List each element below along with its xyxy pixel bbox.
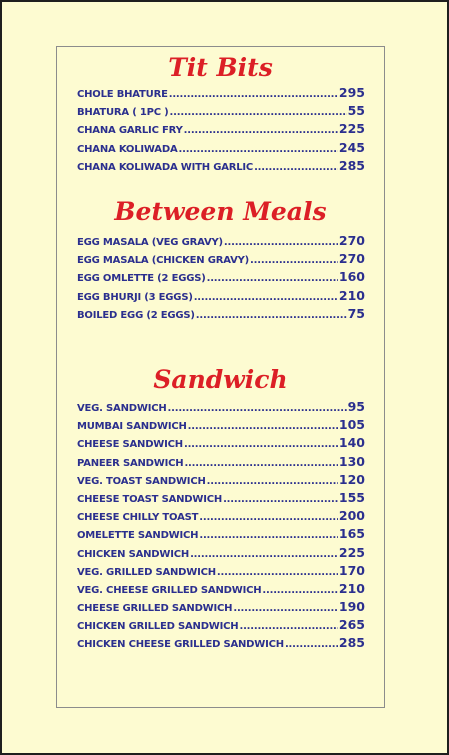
menu-item-name: CHEESE SANDWICH [77, 439, 183, 451]
menu-item-price: 245 [338, 139, 365, 155]
menu-item [77, 399, 365, 417]
menu-item-name: OMELETTE SANDWICH [77, 530, 199, 542]
menu-item [77, 545, 365, 563]
menu-item-name: CHANA KOLIWADA WITH GARLIC [77, 161, 254, 173]
menu-item [77, 140, 365, 158]
menu-item [77, 599, 365, 617]
menu-item-name: EGG MASALA (CHICKEN GRAVY) [77, 255, 250, 267]
section-title-between-meals: Between Meals [114, 197, 327, 226]
dot-leader [199, 512, 338, 523]
menu-item-price: 225 [338, 544, 365, 560]
dot-leader [223, 494, 338, 505]
menu-item-name: CHEESE TOAST SANDWICH [77, 493, 223, 505]
dot-leader [184, 439, 338, 450]
menu-item-name: CHICKEN GRILLED SANDWICH [77, 621, 239, 633]
menu-item-price: 155 [338, 489, 365, 505]
menu-item [77, 103, 365, 121]
menu-item-price: 225 [338, 121, 365, 137]
menu-item [77, 508, 365, 526]
menu-item-price: 55 [347, 103, 365, 119]
menu-item [77, 417, 365, 435]
dot-leader [188, 421, 338, 432]
menu-item-price: 210 [338, 287, 365, 303]
menu-item-name: CHEESE GRILLED SANDWICH [77, 603, 233, 615]
dot-leader [184, 458, 337, 469]
menu-item-name: MUMBAI SANDWICH [77, 421, 187, 433]
menu-item-price: 270 [338, 251, 365, 267]
menu-item-price: 170 [338, 562, 365, 578]
dot-leader [179, 144, 338, 155]
menu-item-price: 285 [338, 635, 365, 651]
menu-item-name: CHANA KOLIWADA [77, 143, 178, 155]
dot-leader [194, 292, 338, 303]
menu-item-name: VEG. CHEESE GRILLED SANDWICH [77, 584, 262, 596]
section-list-between-meals [77, 233, 365, 324]
menu-item-name: EGG OMLETTE (2 EGGS) [77, 273, 206, 285]
menu-item-name: BOILED EGG (2 EGGS) [77, 309, 195, 321]
dot-leader [233, 603, 338, 614]
menu-item-price: 200 [338, 508, 365, 524]
menu-item-price: 265 [338, 617, 365, 633]
menu-item-price: 295 [338, 85, 365, 100]
menu-item-name: CHANA GARLIC FRY [77, 125, 183, 137]
dot-leader [207, 476, 338, 487]
menu-item [77, 581, 365, 599]
menu-item [77, 563, 365, 581]
menu-item-name: CHICKEN SANDWICH [77, 548, 190, 560]
menu-item-price: 210 [338, 580, 365, 596]
menu-item [77, 306, 365, 324]
menu-item-name: VEG. GRILLED SANDWICH [77, 566, 216, 578]
dot-leader [224, 237, 338, 248]
menu-item-price: 105 [338, 417, 365, 433]
dot-leader [262, 585, 338, 596]
dot-leader [170, 107, 347, 118]
menu-item-name: EGG MASALA (VEG GRAVY) [77, 237, 223, 248]
menu-item-name: CHOLE BHATURE [77, 89, 168, 100]
menu-item-name: VEG. SANDWICH [77, 403, 167, 414]
dot-leader [196, 310, 347, 321]
section-title-sandwich: Sandwich [153, 365, 288, 394]
menu-item-price: 95 [347, 399, 365, 414]
menu-item [77, 85, 365, 103]
menu-item-name: CHEESE CHILLY TOAST [77, 512, 199, 524]
dot-leader [250, 255, 338, 266]
menu-item [77, 288, 365, 306]
menu-item [77, 472, 365, 490]
dot-leader [168, 403, 347, 414]
section-list-tit-bits [77, 85, 365, 176]
dot-leader [239, 621, 337, 632]
dot-leader [254, 162, 338, 173]
menu-item-price: 285 [338, 157, 365, 173]
menu-item [77, 121, 365, 139]
menu-item-price: 75 [347, 305, 365, 321]
menu-item-name: CHICKEN CHEESE GRILLED SANDWICH [77, 639, 284, 651]
menu-item-name: EGG BHURJI (3 EGGS) [77, 291, 193, 303]
menu-item [77, 454, 365, 472]
menu-item-price: 140 [338, 435, 365, 451]
menu-item-price: 120 [338, 471, 365, 487]
dot-leader [285, 639, 338, 650]
menu-item [77, 251, 365, 269]
menu-item [77, 435, 365, 453]
menu-item-name: PANEER SANDWICH [77, 457, 184, 469]
menu-item [77, 158, 365, 176]
menu-item [77, 617, 365, 635]
menu-item-price: 130 [338, 453, 365, 469]
menu-item [77, 233, 365, 251]
menu-item [77, 490, 365, 508]
dot-leader [169, 89, 338, 100]
menu-item [77, 526, 365, 544]
menu-item-price: 270 [338, 233, 365, 248]
menu-item-price: 160 [338, 269, 365, 285]
menu-item-price: 190 [338, 599, 365, 615]
menu-card [56, 46, 385, 708]
menu-item-price: 165 [338, 526, 365, 542]
dot-leader [184, 125, 338, 136]
menu-item [77, 635, 365, 653]
menu-item-name: VEG. TOAST SANDWICH [77, 475, 206, 487]
menu-item [77, 269, 365, 287]
section-list-sandwich [77, 399, 365, 654]
dot-leader [190, 549, 338, 560]
dot-leader [217, 567, 338, 578]
section-title-tit-bits: Tit Bits [168, 53, 273, 82]
menu-item-name: BHATURA ( 1PC ) [77, 107, 169, 119]
dot-leader [207, 273, 338, 284]
dot-leader [199, 530, 338, 541]
